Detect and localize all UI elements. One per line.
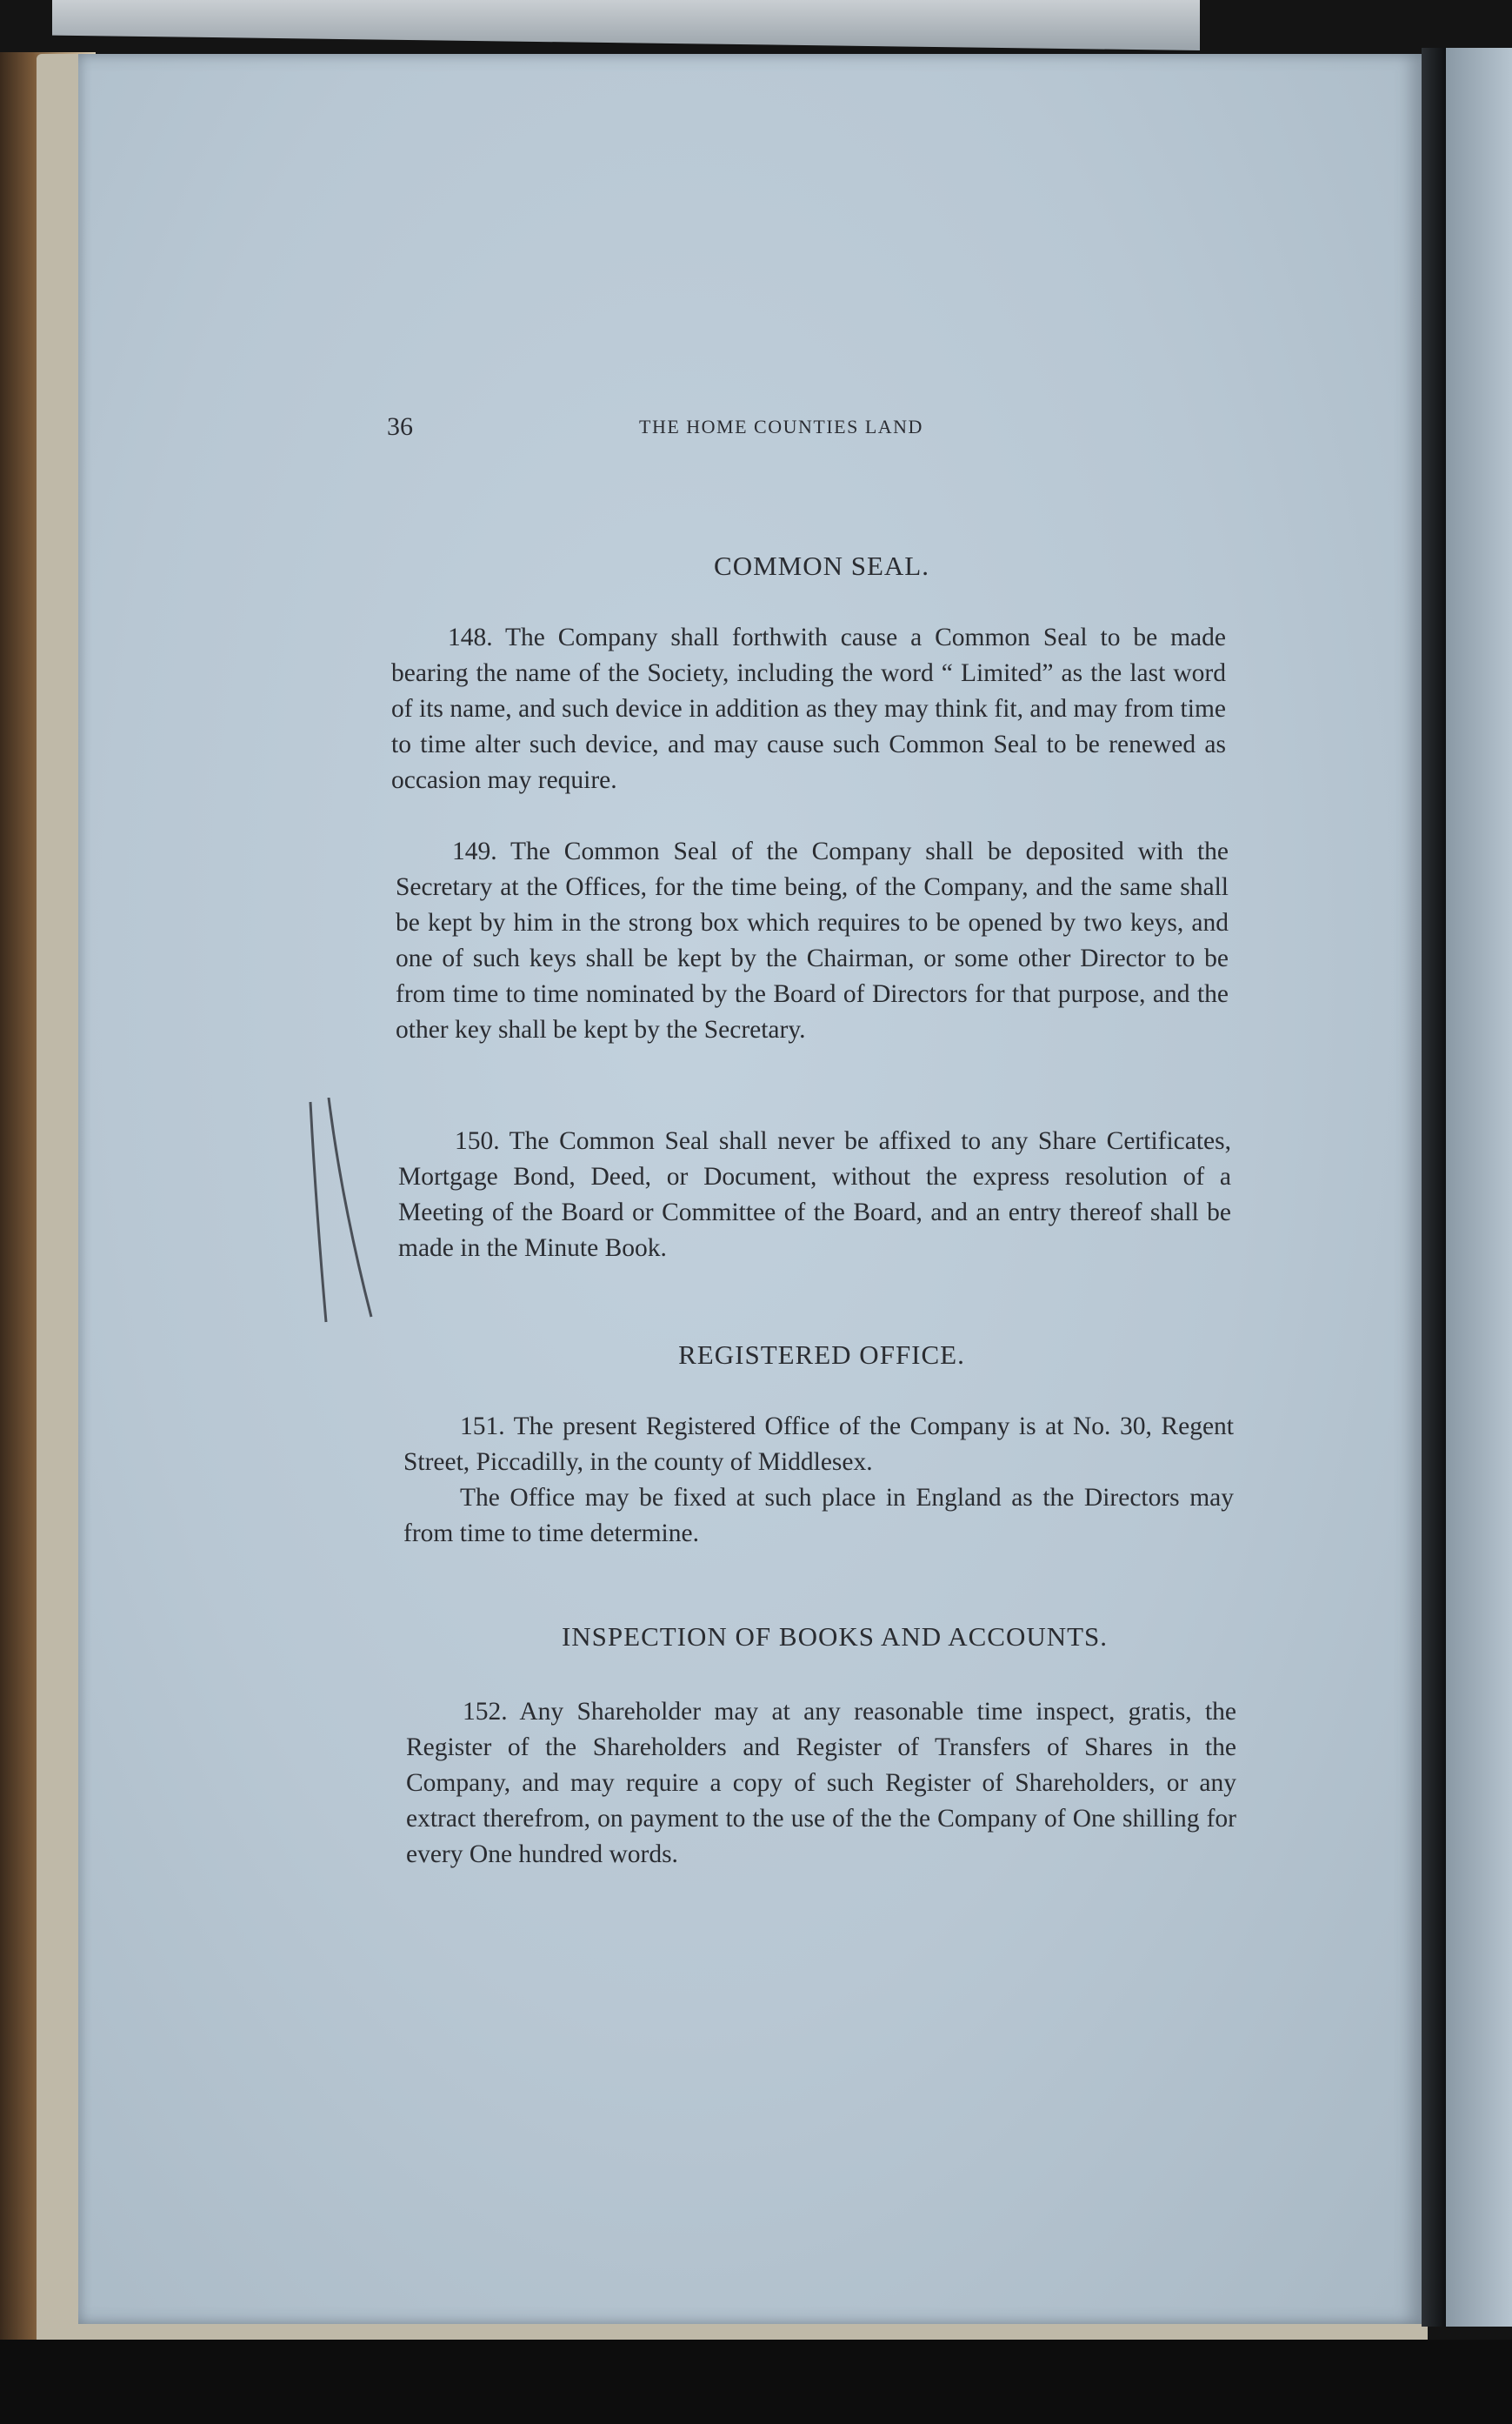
facing-page-edge	[1446, 48, 1512, 2327]
paragraph-151	[403, 1409, 1234, 1552]
paragraph-150	[398, 1124, 1231, 1266]
paragraph-148	[391, 620, 1226, 798]
background-bottom	[0, 2340, 1512, 2424]
paragraph-152-text: 152. Any Shareholder may at any reasonable time inspect, gratis, the Register of the Shareholders and Register of Transfers of Shares in the Company, and may require a copy of such Register of Shareholders, or any extract therefrom, on payment to the use of the the Company of One shilling for every One hundred words.	[406, 1698, 1236, 1868]
heading-registered-office: REGISTERED OFFICE.	[678, 1339, 965, 1370]
top-page-strip	[52, 0, 1200, 50]
paragraph-151-office-text: The Office may be fixed at such place in England as the Directors may from time to time determine.	[403, 1484, 1234, 1547]
paragraph-149-text: 149. The Common Seal of the Company shall be deposited with the Secretary at the Offices, for the time being, of the Company, and the same shall be kept by him in the strong box which requires to be opened by two keys, and one of such keys shall be kept by the Chairman, or some other Director to be from time to time nominated by the Board of Directors for that purpose, and the other key shall be kept by the Secretary.	[396, 838, 1229, 1044]
pencil-margin-mark	[300, 1098, 378, 1324]
running-head-title: THE HOME COUNTIES LAND	[639, 416, 923, 437]
paragraph-150-text: 150. The Common Seal shall never be affixed to any Share Certificates, Mortgage Bond, Deed, or Document, without the express resolution of a Meeting of the Board or Committee of the Board, and an entry thereof shall be made in the Minute Book.	[398, 1127, 1231, 1262]
book-gutter	[1422, 48, 1446, 2327]
paragraph-148-text: 148. The Company shall forthwith cause a Common Seal to be made bearing the name of the Society, including the word “ Limited” as the last word of its name, and such device in addition as they may think fit, and may from time to time alter such device, and may cause such Common Seal to be renewed as occasion may require.	[391, 624, 1226, 794]
paragraph-149	[396, 834, 1229, 1048]
paragraph-151-text: 151. The present Registered Office of the Company is at No. 30, Regent Street, Piccadilly, in the county of Middlesex.	[403, 1412, 1234, 1476]
heading-inspection: INSPECTION OF BOOKS AND ACCOUNTS.	[561, 1621, 1109, 1652]
paragraph-152	[406, 1694, 1236, 1873]
page-number: 36	[387, 412, 413, 441]
heading-common-seal: COMMON SEAL.	[714, 551, 929, 581]
running-head	[387, 412, 1248, 444]
